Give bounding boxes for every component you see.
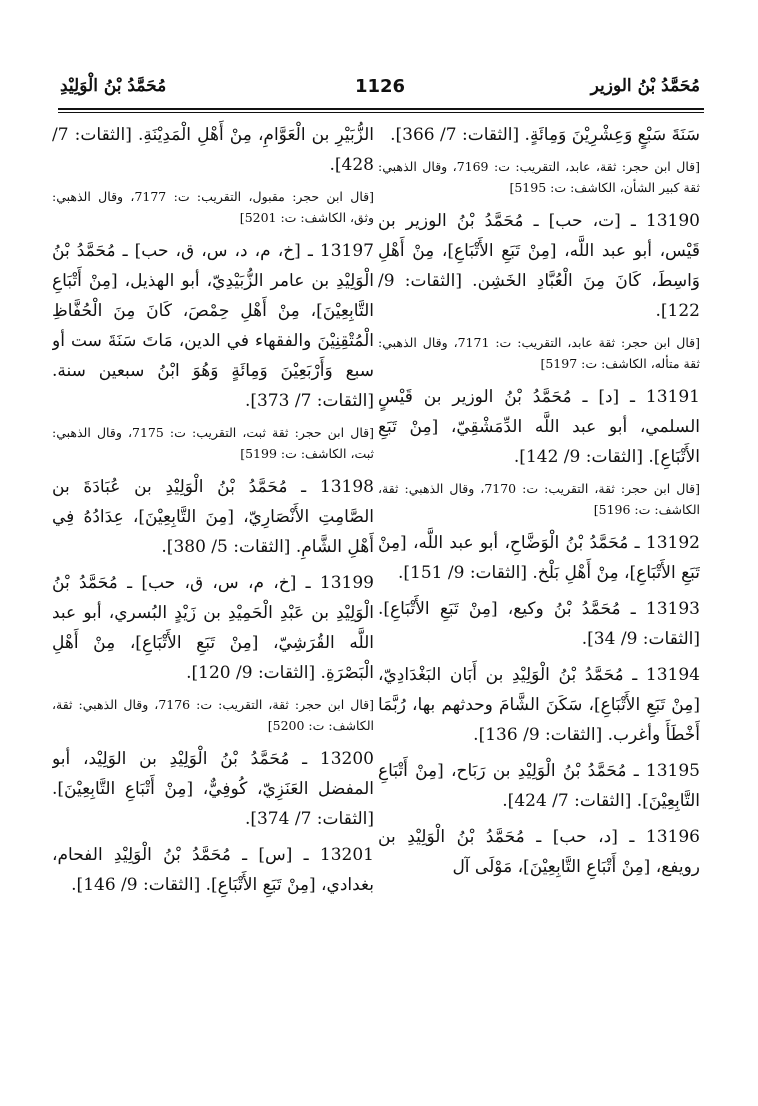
page-number: 1126 [354, 76, 406, 97]
footnote: [قال ابن حجر: مقبول، التقريب: ت: 7177، وقال الذهبي: وثق، الكاشف: ت: 5201] [52, 189, 374, 225]
entry-13195: 13195 ـ مُحَمَّدُ بْنُ الْوَلِيْدِ بن رَبَاح، [مِنْ أَتْبَاعِ التَّابِعِيْنَ]. [الثقات: 7/ 424]. [378, 761, 700, 811]
entry-continued: الزُّبَيْرِ بن الْعَوَّامِ، مِنْ أَهْلِ الْمَدِيْنَةِ. [الثقات: 7/ 428]. [52, 125, 374, 175]
header-rule [58, 108, 704, 110]
entry-13198: 13198 ـ مُحَمَّدُ بْنُ الْوَلِيْدِ بن عُبَادَةَ بن الصَّامِتِ الأَنْصَارِيّ، [مِنَ التَّابِعِيْنَ]، عِدَادُهُ فِي أَهْلِ الشَّامِ. [الثقات: 5/ 380]. [52, 477, 374, 557]
footnote: [قال ابن حجر: ثقة، عابد، التقريب: ت: 7169، وقال الذهبي: ثقة كبير الشأن، الكاشف: ت: 5195] [378, 159, 700, 195]
entry-13200: 13200 ـ مُحَمَّدُ بْنُ الْوَلِيْدِ بن الوَلِيْد، أبو المفضل العَنَزِيّ، كُوفِيٌّ، [مِنْ أَتْبَاعِ التَّابِعِيْنَ]. [الثقات: 7/ 374]. [52, 749, 374, 829]
running-head-right: مُحَمَّدُ بْنُ الوزير [590, 76, 700, 96]
entry-continued: سَنَةَ سَبْعٍ وَعِشْرِيْنَ وَمِائَةٍ. [الثقات: 7/ 366]. [390, 125, 700, 145]
header-rule-thin [58, 112, 704, 113]
footnote: [قال ابن حجر: ثقة، التقريب: ت: 7176، وقال الذهبي: ثقة، الكاشف: ت: 5200] [52, 697, 374, 733]
entry-13196: 13196 ـ [د، حب] ـ مُحَمَّدُ بْنُ الْوَلِيْدِ بن رويفع، [مِنْ أَتْبَاعِ التَّابِعِيْنَ]، مَوْلَى آل [378, 827, 700, 877]
left-column [52, 120, 374, 1080]
footnote: [قال ابن حجر: ثقة عابد، التقريب: ت: 7171، وقال الذهبي: ثقة متأله، الكاشف: ت: 5197] [378, 335, 700, 371]
footnote: [قال ابن حجر: ثقة ثبت، التقريب: ت: 7175، وقال الذهبي: ثبت، الكاشف: ت: 5199] [52, 425, 374, 461]
entry-13191: 13191 ـ [د] ـ مُحَمَّدُ بْنُ الوزير بن قَيْسٍ السلمي، أبو عبد اللَّه الدِّمَشْقِيّ، [مِنْ تَبَعِ الأَتْبَاعِ]. [الثقات: 9/ 142]. [378, 387, 700, 467]
entry-13192: 13192 ـ مُحَمَّدُ بْنُ الْوَضَّاحِ، أبو عبد اللَّه، [مِنْ تَبَعِ الأَتْبَاعِ]، مِنْ أَهْلِ بَلْخ. [الثقات: 9/ 151]. [378, 533, 700, 583]
running-head-left: مُحَمَّدُ بْنُ الْوَلِيْدِ [60, 76, 167, 96]
footnote: [قال ابن حجر: ثقة، التقريب: ت: 7170، وقال الذهبي: ثقة، الكاشف: ت: 5196] [378, 481, 700, 517]
page-header [60, 70, 700, 104]
right-column [378, 120, 700, 1080]
entry-13194: 13194 ـ مُحَمَّدُ بْنُ الْوَلِيْدِ بن أَبَان البَغْدَادِيّ، [مِنْ تَبَعِ الأَتْبَاعِ]، سَكَنَ الشَّامَ وحدثهم بها، رُبَّمَا أَخْطَأَ وأغرب. [الثقات: 9/ 136]. [378, 665, 700, 745]
entry-13199: 13199 ـ [خ، م، س، ق، حب] ـ مُحَمَّدُ بْنُ الْوَلِيْدِ بن عَبْدِ الْحَمِيْدِ بن زَيْدٍ البُسري، أبو عبد اللَّه القُرَشِيّ، [مِنْ تَبَعِ الأَتْبَاعِ]، مِنْ أَهْلِ الْبَصْرَةِ. [الثقات: 9/ 120]. [52, 573, 374, 683]
entry-13193: 13193 ـ مُحَمَّدُ بْنُ وكيع، [مِنْ تَبَعِ الأَتْبَاعِ]. [الثقات: 9/ 34]. [378, 599, 700, 649]
entry-13201: 13201 ـ [س] ـ مُحَمَّدُ بْنُ الْوَلِيْدِ الفحام، بغدادي، [مِنْ تَبَعِ الأَتْبَاعِ]. [الثقات: 9/ 146]. [52, 845, 374, 895]
entry-13197: 13197 ـ [خ، م، د، س، ق، حب] ـ مُحَمَّدُ بْنُ الْوَلِيْدِ بن عامر الزُّبَيْدِيّ، أبو الهذيل، [مِنْ أَتْبَاعِ التَّابِعِيْنَ]، مِنْ أَهْلِ حِمْصَ، كَانَ مِنَ الْحُفَّاظِ الْمُتْقِنِيْنَ والفقهاء في الدين، مَاتَ سَنَةَ ست أو سبع وَأَرْبَعِيْنَ وَمِائَةٍ وَهُوَ ابْنُ سبعين سنة. [الثقات: 7/ 373]. [52, 241, 374, 411]
entry-13190: 13190 ـ [ت، حب] ـ مُحَمَّدُ بْنُ الوزير بن قَيْس، أبو عبد اللَّه، [مِنْ تَبَعِ الأَتْبَاعِ]، مِنْ أَهْلِ وَاسِطَ، كَانَ مِنَ الْعُبَّادِ الخَشِن. [الثقات: 9/ 122]. [378, 211, 700, 321]
